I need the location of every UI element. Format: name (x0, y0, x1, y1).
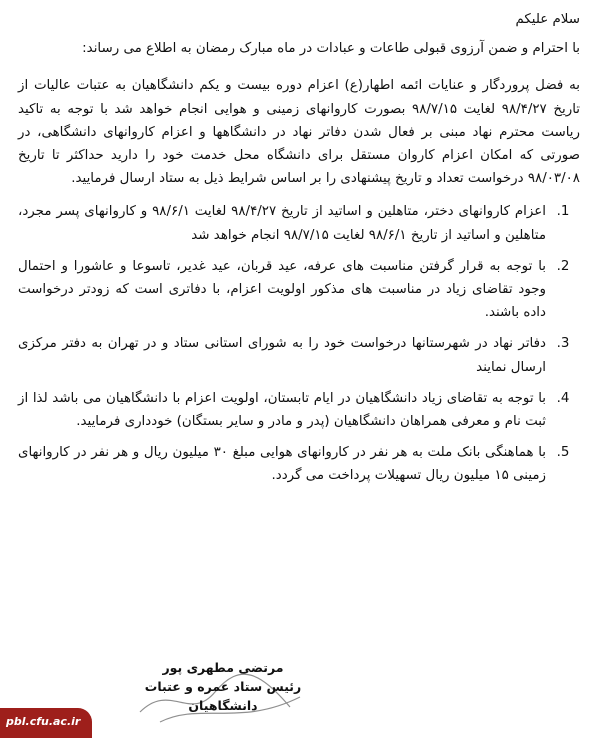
list-item-text: با توجه به قرار گرفتن مناسبت های عرفه، عید قربان، عید غدیر، تاسوعا و عاشورا و احتمال وجود تقاضای زیاد در مناسبت های مذکور اولویت اعزام، با دفاتری است که زودتر درخواست داده باشند. (18, 258, 546, 321)
list-item (18, 255, 580, 325)
list-item (18, 387, 580, 433)
site-watermark (0, 704, 92, 738)
list-item-text: با هماهنگی بانک ملت به هر نفر در کاروانهای هوایی مبلغ ۳۰ میلیون ریال و هر نفر در کاروانهای زمینی ۱۵ میلیون ریال تسهیلات پرداخت می گردد. (18, 445, 546, 484)
list-item-text: دفاتر نهاد در شهرستانها درخواست خود را به شورای استانی ستاد و در تهران به دفتر مرکزی ارسال نمایند (18, 336, 546, 375)
signer-name: مرتضی مطهری پور (162, 660, 284, 675)
list-item-number: 1. (556, 204, 570, 220)
main-paragraph: به فضل پروردگار و عنایات ائمه اطهار(ع) اعزام دوره بیست و یکم دانشگاهیان به عتبات عالیات از تاریخ ۹۸/۴/۲۷ لغایت ۹۸/۷/۱۵ بصورت کاروانهای زمینی و هوایی انجام خواهد شد با توجه به تاکید ریاست محترم نهاد مبنی بر فعال شدن دفاتر نهاد در دانشگاهها و اعزام کاروانهای دانشگاهی، در صورتی که امکان اعزام کاروان مستقل برای دانشگاه محل خدمت خود را دارید حداکثر تا تاریخ ۹۸/۰۳/۰۸ درخواست تعداد و تاریخ پیشنهادی را بر اساس شرایط ذیل به ستاد ارسال فرمایید. (18, 78, 580, 187)
list-item-number: 3. (556, 336, 570, 352)
signer-title-continued: دانشگاهیان (188, 698, 258, 713)
watermark-text: pbl.cfu.ac.ir (6, 715, 81, 728)
conditions-list (18, 200, 580, 487)
intro-paragraph: با احترام و ضمن آرزوی قبولی طاعات و عبادات در ماه مبارک رمضان به اطلاع می رساند: (82, 41, 580, 57)
list-item-text: با توجه به تقاضای زیاد دانشگاهیان در ایام تابستان، اولویت اعزام با دانشگاهیان می باشد لذا از ثبت نام و معرفی همراهان دانشگاهیان (پدر و مادر و سایر بستگان) خودداری فرمایید. (18, 390, 546, 430)
list-item-number: 5. (556, 445, 570, 461)
signer-title: رئیس ستاد عمره و عتبات (144, 679, 302, 694)
list-item (18, 441, 580, 487)
list-item (18, 200, 580, 246)
list-item (18, 332, 580, 378)
list-item-number: 2. (556, 258, 570, 274)
list-item-text: اعزام کاروانهای دختر، متاهلین و اساتید از تاریخ ۹۸/۴/۲۷ لغایت ۹۸/۶/۱ و کاروانهای پسر مجرد، متاهلین و اساتید از تاریخ ۹۸/۶/۱ لغایت ۹۸/۷/۱۵ انجام خواهد شد (18, 204, 546, 243)
list-item-number: 4. (556, 390, 570, 406)
letter-body (18, 8, 580, 496)
signature-block (138, 658, 308, 715)
greeting: سلام علیکم (515, 12, 580, 27)
